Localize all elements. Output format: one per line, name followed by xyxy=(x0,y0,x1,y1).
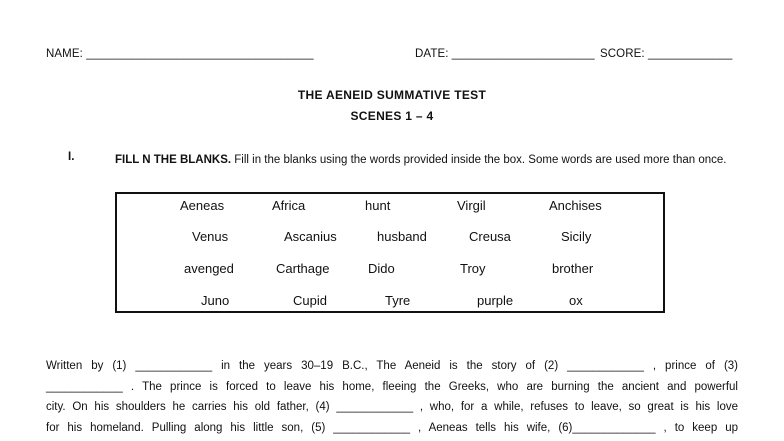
section-heading: FILL N THE BLANKS. xyxy=(115,154,232,166)
word-bank-item: ox xyxy=(569,293,583,308)
word-bank-item: husband xyxy=(377,229,427,244)
word-bank-item: Sicily xyxy=(561,229,592,244)
word-bank-item: Venus xyxy=(192,229,229,244)
word-bank-item: Troy xyxy=(460,261,486,276)
word-bank-item: Creusa xyxy=(469,229,511,244)
word-bank-item: Ascanius xyxy=(284,229,337,244)
word-bank-item: Dido xyxy=(368,261,395,276)
test-subtitle: SCENES 1 – 4 xyxy=(350,109,434,123)
word-bank-item: Aeneas xyxy=(180,198,225,213)
word-bank-item: Carthage xyxy=(276,261,330,276)
paragraph-line: ____________ . The prince is forced to leave his home, fleeing the Greeks, who are burning the ancient and powerful xyxy=(46,380,738,393)
word-bank-item: brother xyxy=(552,261,594,276)
word-bank-item: Anchises xyxy=(549,198,602,213)
paragraph-line: Written by (1) ____________ in the years 30–19 B.C., The Aeneid is the story of (2) ____________ , prince of (3) xyxy=(46,360,738,372)
section-numeral: I. xyxy=(68,151,75,163)
word-bank-item: Cupid xyxy=(293,293,327,308)
date-field: DATE: ______________________ xyxy=(415,48,595,60)
word-bank-item: Tyre xyxy=(385,293,411,308)
instructions-text: Fill in the blanks using the words provided inside the box. Some words are used more than once. xyxy=(231,154,727,166)
paragraph-line: for his homeland. Pulling along his little son, (5) ____________ , Aeneas tells his wife, (6)_____________ , to keep up xyxy=(46,421,738,434)
word-bank-item: purple xyxy=(477,293,514,308)
section-instructions xyxy=(115,151,740,170)
word-bank-item: hunt xyxy=(365,198,391,213)
name-field: NAME: ___________________________________ xyxy=(46,48,314,60)
word-bank-box xyxy=(115,192,665,313)
paragraph-line: city. On his shoulders he carries his old father, (4) ____________ , who, for a while, refuses to leave, so great is his love xyxy=(46,401,738,413)
word-bank-item: Juno xyxy=(201,293,230,308)
word-bank-item: Virgil xyxy=(457,198,486,213)
story-paragraph xyxy=(46,356,738,438)
score-field: SCORE: _____________ xyxy=(600,48,733,60)
test-title: THE AENEID SUMMATIVE TEST xyxy=(297,88,487,102)
word-bank-item: avenged xyxy=(184,261,234,276)
word-bank-item: Africa xyxy=(272,198,306,213)
